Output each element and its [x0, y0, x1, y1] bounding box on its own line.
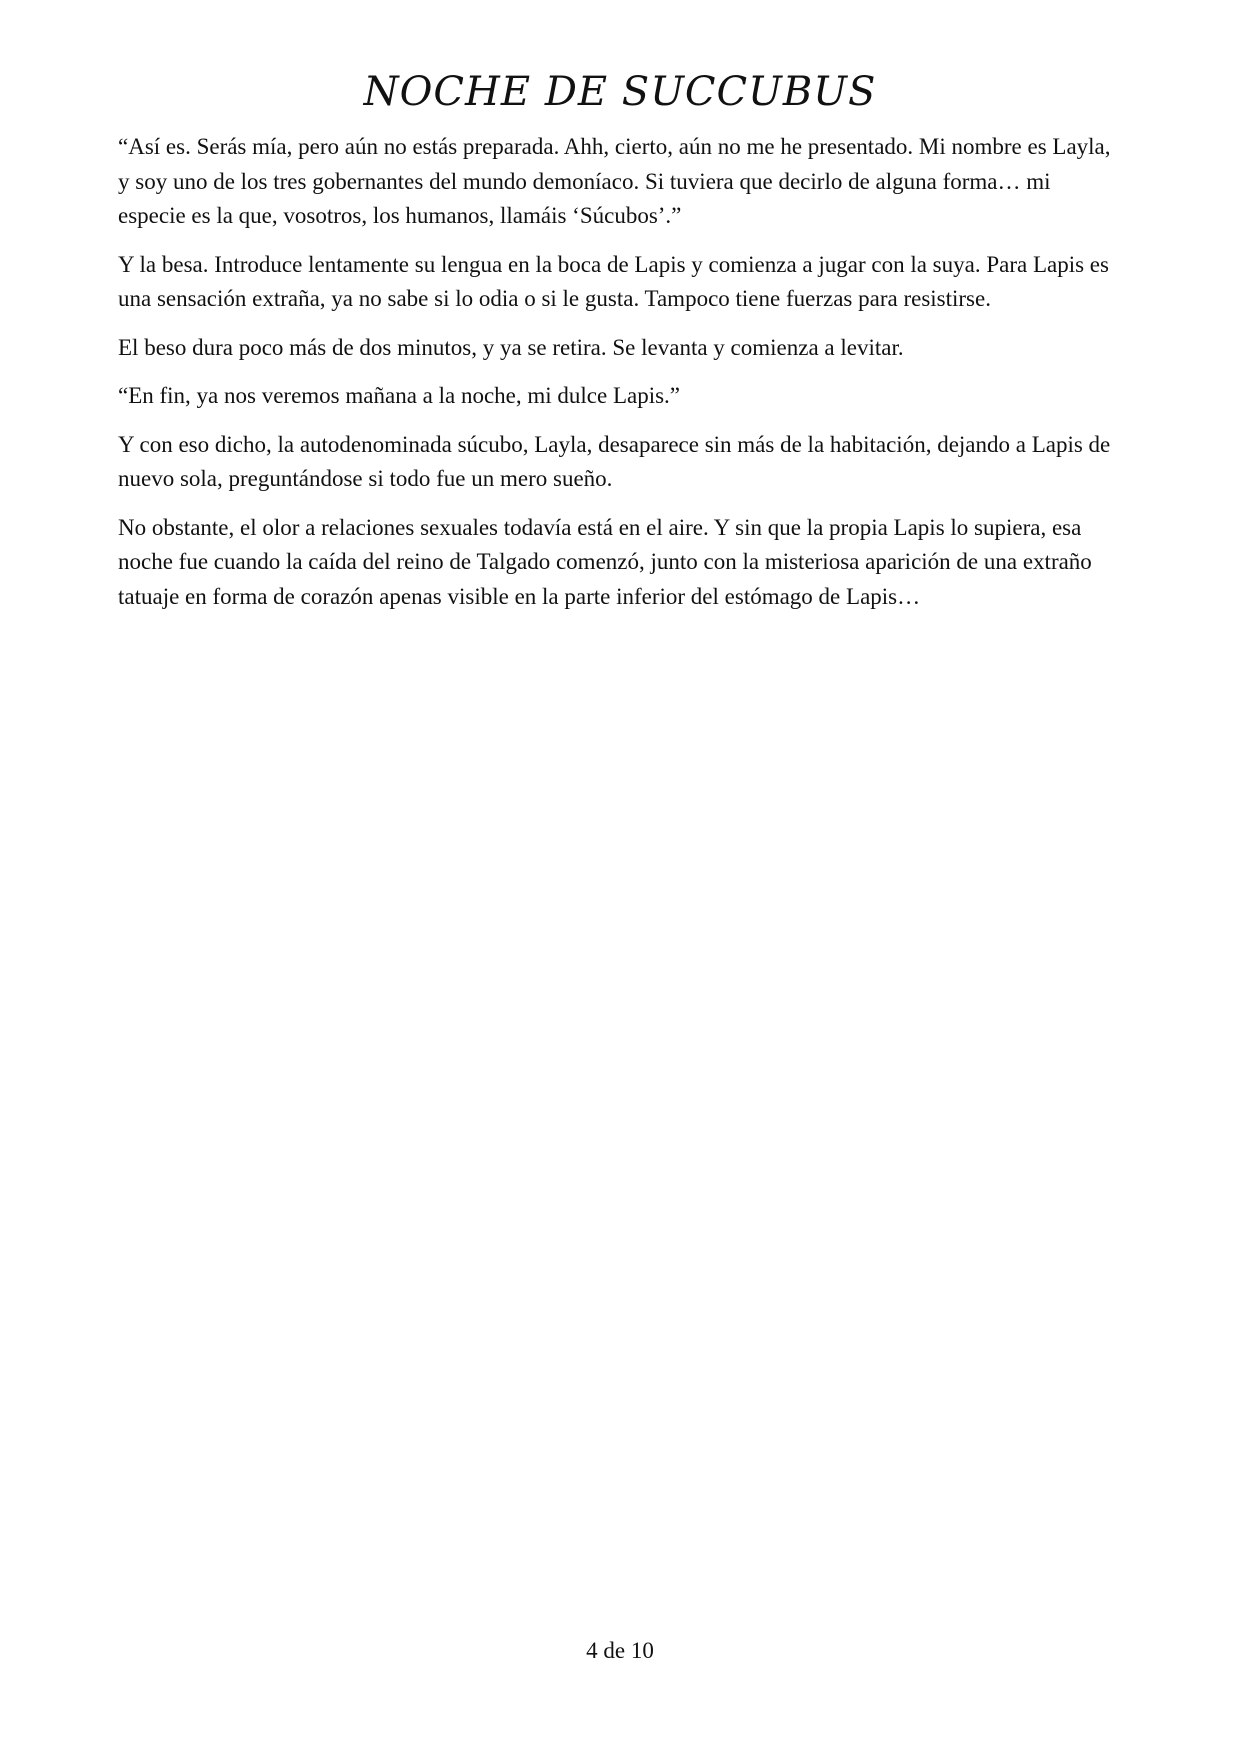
paragraph: “En fin, ya nos veremos mañana a la noche, mi dulce Lapis.” [118, 383, 681, 408]
paragraph: El beso dura poco más de dos minutos, y ya se retira. Se levanta y comienza a levitar. [118, 334, 904, 360]
page-title: NOCHE DE SUCCUBUS [363, 69, 877, 115]
body-text [118, 130, 1123, 628]
page-number: 4 de 10 [586, 1638, 654, 1663]
paragraph: “Así es. Serás mía, pero aún no estás preparada. Ahh, cierto, aún no me he presentado. Mi nombre es Layla, y soy uno de los tres gobernantes del mundo demoníaco. Si tuviera que decirlo de alguna forma… mi especie es la que, vosotros, los humanos, llamáis ‘Súcubos’.” [118, 134, 1111, 228]
paragraph: Y con eso dicho, la autodenominada súcubo, Layla, desaparece sin más de la habitación, dejando a Lapis de nuevo sola, preguntándose si todo fue un mero sueño. [118, 431, 1111, 491]
paragraph: No obstante, el olor a relaciones sexuales todavía está en el aire. Y sin que la propia Lapis lo supiera, esa noche fue cuando la caída del reino de Talgado comenzó, junto con la misteriosa aparición de una extraño tatuaje en forma de corazón apenas visible en la parte inferior del estómago de Lapis… [118, 514, 1092, 609]
paragraph: Y la besa. Introduce lentamente su lengua en la boca de Lapis y comienza a jugar con la suya. Para Lapis es una sensación extraña, ya no sabe si lo odia o si le gusta. Tampoco tiene fuerzas para resistirse. [118, 251, 1109, 311]
